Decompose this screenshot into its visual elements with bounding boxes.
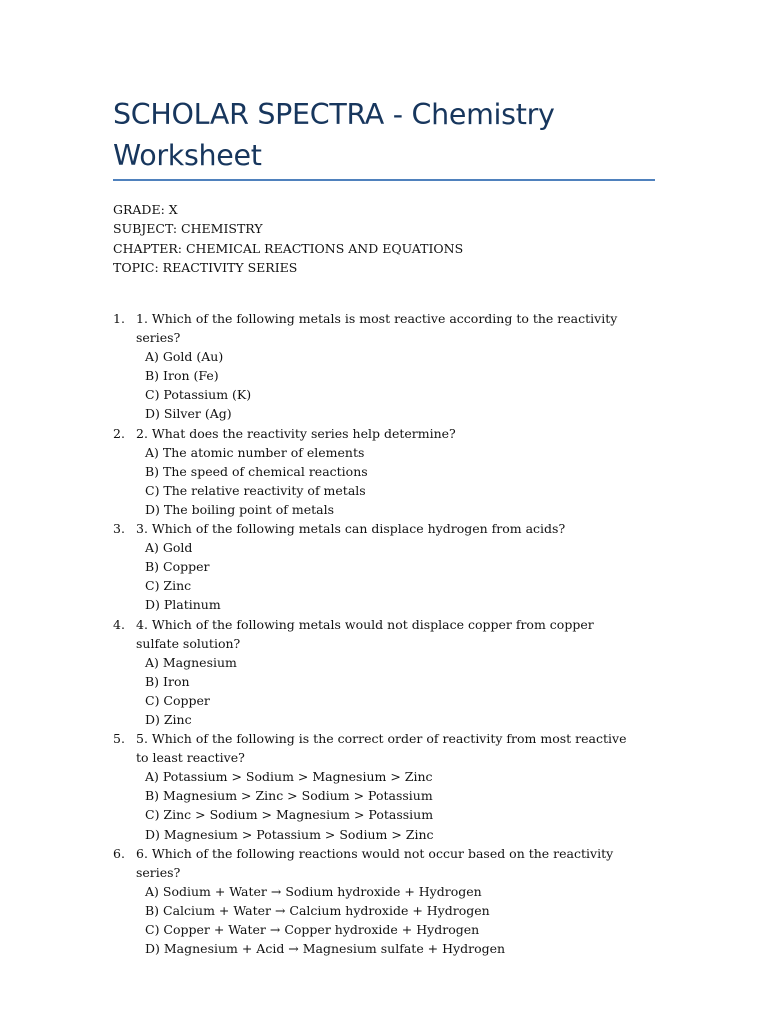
option-b: B) The speed of chemical reactions bbox=[145, 463, 368, 479]
topic-line: TOPIC: REACTIVITY SERIES bbox=[113, 259, 298, 275]
option-a: A) Magnesium bbox=[145, 654, 237, 670]
grade-line: GRADE: X bbox=[113, 202, 178, 217]
option-d: D) The boiling point of metals bbox=[145, 501, 335, 517]
option-a: A) Gold (Au) bbox=[145, 349, 224, 365]
option-b: B) Copper bbox=[145, 559, 210, 575]
question-text: 3. Which of the following metals can displace hydrogen from acids? bbox=[136, 521, 566, 537]
question-item bbox=[113, 615, 673, 730]
option-c: C) Zinc bbox=[145, 578, 192, 594]
question-number: 6. bbox=[113, 845, 125, 861]
question-item bbox=[113, 309, 673, 424]
option-c: C) Potassium (K) bbox=[145, 387, 252, 403]
question-text: 4. Which of the following metals would not displace copper from copper sulfate solution? bbox=[136, 616, 594, 651]
option-d: D) Zinc bbox=[145, 711, 192, 727]
option-a: A) Sodium + Water → Sodium hydroxide + Hydrogen bbox=[145, 883, 482, 899]
option-c: C) Zinc > Sodium > Magnesium > Potassium bbox=[145, 807, 434, 823]
title-underline bbox=[113, 179, 655, 181]
question-text: 2. What does the reactivity series help determine? bbox=[136, 425, 456, 441]
question-item bbox=[113, 424, 673, 519]
option-d: D) Silver (Ag) bbox=[145, 406, 232, 422]
question-item bbox=[113, 729, 673, 844]
option-d: D) Magnesium + Acid → Magnesium sulfate + Hydrogen bbox=[145, 941, 506, 957]
question-text: 1. Which of the following metals is most reactive according to the reactivity series? bbox=[136, 311, 618, 346]
option-b: B) Calcium + Water → Calcium hydroxide + Hydrogen bbox=[145, 902, 490, 918]
subject-line: SUBJECT: CHEMISTRY bbox=[113, 221, 263, 237]
question-number: 5. bbox=[113, 731, 125, 747]
option-a: A) The atomic number of elements bbox=[145, 444, 365, 460]
worksheet-info bbox=[113, 200, 463, 277]
question-number: 4. bbox=[113, 616, 125, 632]
question-item bbox=[113, 519, 673, 614]
question-list bbox=[113, 309, 673, 958]
chapter-line: CHAPTER: CHEMICAL REACTIONS AND EQUATIONS bbox=[113, 240, 464, 256]
option-b: B) Iron (Fe) bbox=[145, 368, 219, 384]
option-c: C) Copper bbox=[145, 692, 210, 708]
question-number: 1. bbox=[113, 311, 125, 326]
option-d: D) Magnesium > Potassium > Sodium > Zinc bbox=[145, 826, 434, 842]
question-text: 6. Which of the following reactions would not occur based on the reactivity series? bbox=[136, 845, 614, 880]
question-item bbox=[113, 844, 673, 959]
question-number: 3. bbox=[113, 521, 125, 537]
option-a: A) Gold bbox=[145, 540, 193, 556]
option-a: A) Potassium > Sodium > Magnesium > Zinc bbox=[145, 769, 433, 785]
question-number: 2. bbox=[113, 425, 125, 441]
option-b: B) Iron bbox=[145, 673, 190, 689]
question-text: 5. Which of the following is the correct order of reactivity from most reactive to least reactive? bbox=[136, 731, 627, 766]
option-c: C) Copper + Water → Copper hydroxide + Hydrogen bbox=[145, 922, 480, 937]
option-b: B) Magnesium > Zinc > Sodium > Potassium bbox=[145, 788, 433, 804]
option-d: D) Platinum bbox=[145, 597, 221, 613]
option-c: C) The relative reactivity of metals bbox=[145, 482, 366, 498]
page-title: SCHOLAR SPECTRA - Chemistry Worksheet bbox=[113, 98, 555, 172]
